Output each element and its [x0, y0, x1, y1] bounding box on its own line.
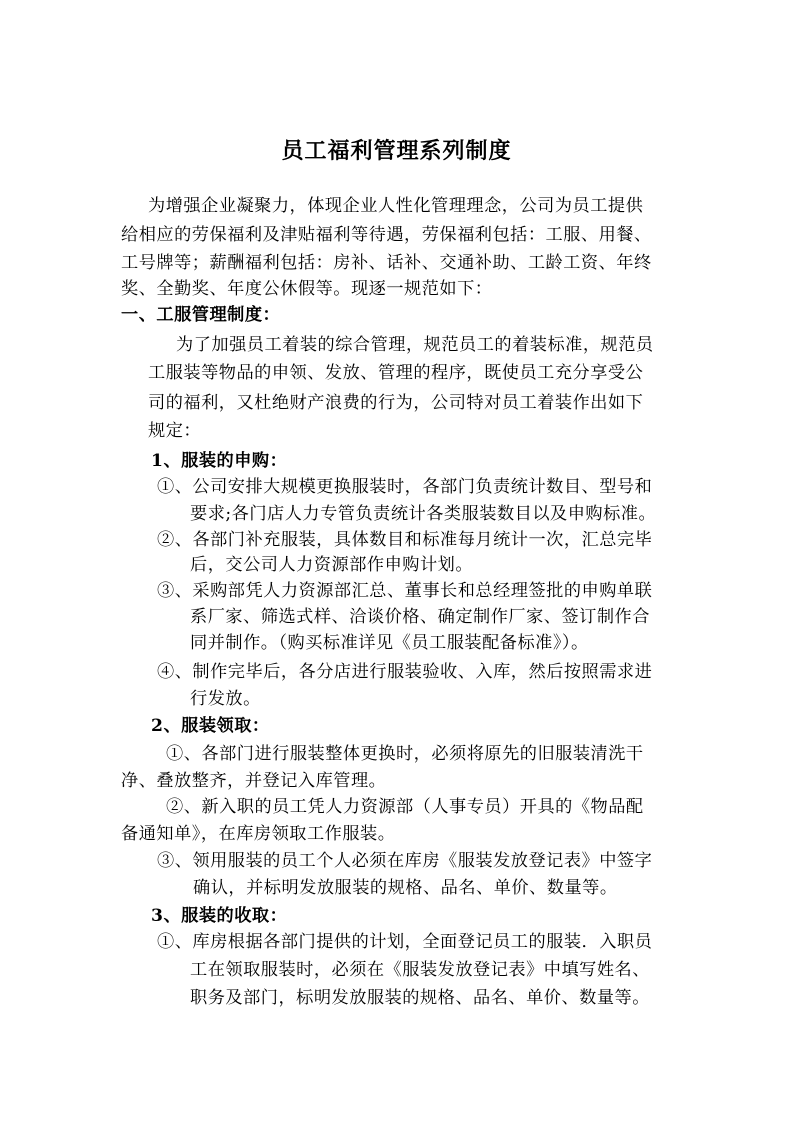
- list-item-line: 确认，并标明发放服装的规格、品名、单价、数量等。: [193, 878, 618, 898]
- list-item-line: 系厂家、筛选式样、洽谈价格、确定制作厂家、签订制作合: [190, 607, 650, 627]
- list-item-line: ②、各部门补充服装，具体数目和标准每月统计一次，汇总完毕: [157, 530, 653, 550]
- list-item-line: ①、各部门进行服装整体更换时，必须将原先的旧服装清洗干: [166, 744, 644, 764]
- list-item-line: 同并制作。（购买标准详见《员工服装配备标准》）。: [190, 633, 589, 653]
- intro-line: 工号牌等；薪酬福利包括：房补、话补、交通补助、工龄工资、年终: [121, 253, 652, 273]
- list-item-line: ③、领用服装的员工个人必须在库房《服装发放登记表》中签字: [157, 851, 653, 871]
- list-item-line: 行发放。: [190, 689, 261, 709]
- subsection-heading: 3、服装的收取：: [151, 906, 288, 926]
- list-item-line: 职务及部门，标明发放服装的规格、品名、单价、数量等。: [190, 988, 650, 1008]
- section-paragraph-line: 工服装等物品的申领、发放、管理的程序，既使员工充分享受公: [148, 363, 644, 383]
- section-paragraph-line: 司的福利，又杜绝财产浪费的行为，公司特对员工着装作出如下: [148, 393, 644, 413]
- list-item-line: 备通知单》，在库房领取工作服装。: [121, 824, 396, 844]
- list-item-line: ①、库房根据各部门提供的计划，全面登记员工的服装．入职员: [157, 932, 653, 952]
- section-paragraph-line: 为了加强员工着装的综合管理，规范员工的着装标准，规范员: [176, 335, 654, 355]
- list-item-line: ②、新入职的员工凭人力资源部（人事专员）开具的《物品配: [166, 797, 644, 817]
- document-title: 员工福利管理系列制度: [281, 138, 512, 164]
- intro-line: 为增强企业凝聚力，体现企业人性化管理理念，公司为员工提供: [148, 196, 644, 216]
- list-item-line: ③、采购部凭人力资源部汇总、董事长和总经理签批的申购单联: [157, 581, 653, 601]
- list-item-line: 后，交公司人力资源部作申购计划。: [190, 555, 474, 575]
- list-item-line: 净、叠放整齐，并登记入库管理。: [121, 771, 387, 791]
- list-item-line: ①、公司安排大规模更换服装时，各部门负责统计数目、型号和: [157, 477, 653, 497]
- list-item-line: 工在领取服装时，必须在《服装发放登记表》中填写姓名、: [190, 960, 650, 980]
- intro-line: 给相应的劳保福利及津贴福利等待遇，劳保福利包括：工服、用餐、: [121, 225, 652, 245]
- subsection-heading: 1、服装的申购：: [151, 451, 288, 471]
- section-heading: 一、工服管理制度：: [121, 305, 281, 325]
- intro-line: 奖、全勤奖、年度公休假等。现逐一规范如下：: [121, 279, 493, 299]
- section-paragraph-line: 规定：: [148, 421, 202, 441]
- list-item-line: ④、制作完毕后，各分店进行服装验收、入库，然后按照需求进: [157, 662, 653, 682]
- list-item-line: 要求;各门店人力专管负责统计各类服装数目以及申购标准。: [190, 504, 657, 524]
- subsection-heading: 2、服装领取：: [151, 716, 270, 736]
